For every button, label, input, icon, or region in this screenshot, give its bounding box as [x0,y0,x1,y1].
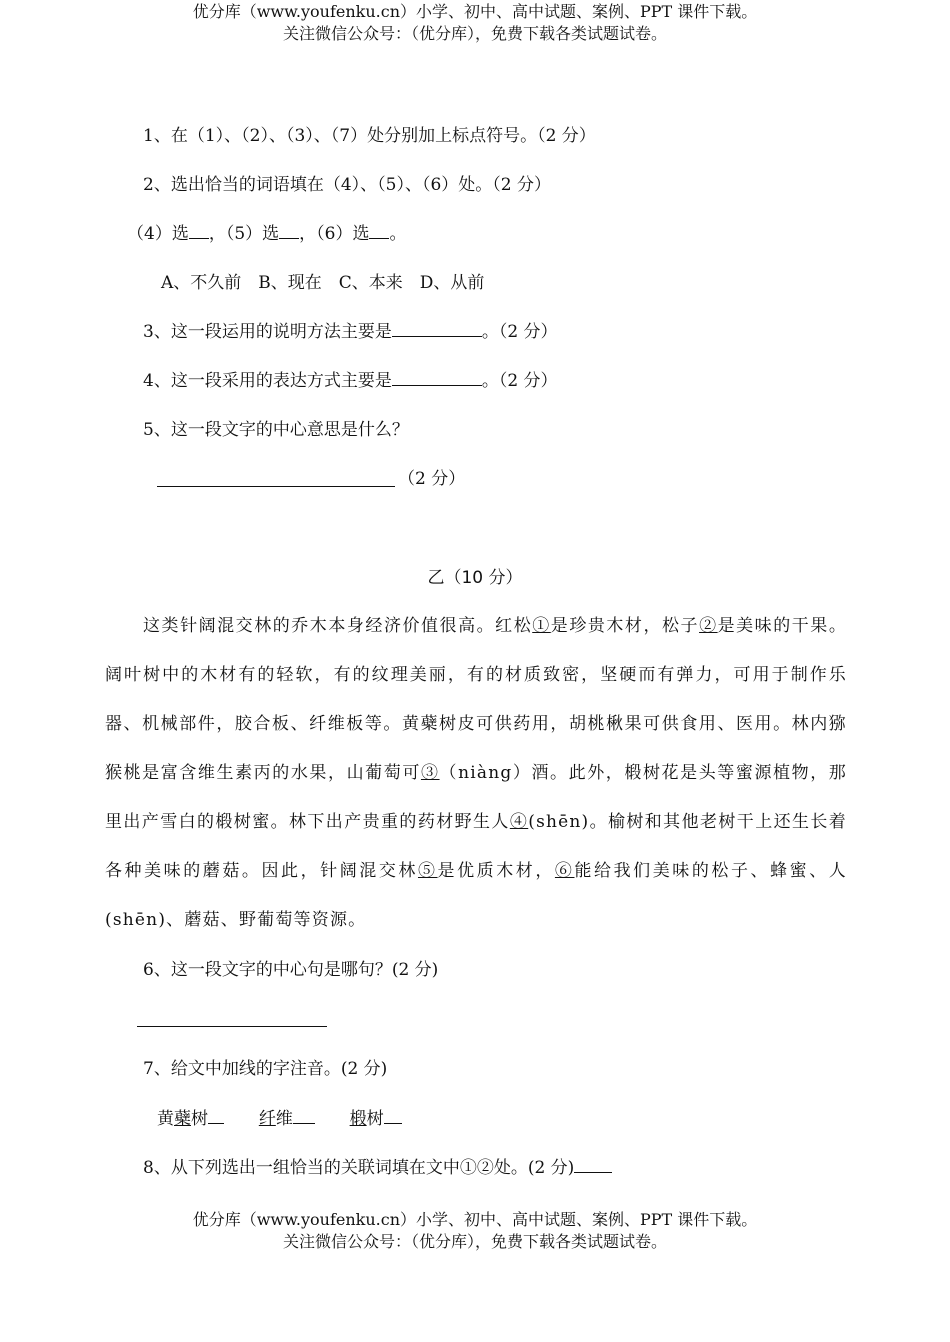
fill-4-blank[interactable] [189,222,209,239]
question-7-items [157,1107,402,1131]
marker-5: ⑤ [417,861,438,881]
question-7: 7、给文中加线的字注音。(2 分) [143,1059,388,1079]
section-title: 乙（10 分） [427,568,523,588]
question-3-text: 3、这一段运用的说明方法主要是 [143,322,392,342]
marker-4: ④ [509,812,529,832]
question-6-answer-line[interactable] [137,1026,327,1027]
question-1: 1、在（1）、（2）、（3）、（7）处分别加上标点符号。（2 分） [143,126,596,146]
q7-item-2-post: 维 [275,1109,293,1129]
passage-segment: 是优质木材， [437,861,555,881]
fill-4-label: （4）选 [127,224,189,244]
q7-item-3-blank[interactable] [384,1107,402,1124]
footer-line-2: 关注微信公众号：（优分库），免费下载各类试题试卷。 [282,1232,667,1251]
question-8-blank[interactable] [574,1156,612,1173]
question-3-tail: 。（2 分） [481,322,558,342]
marker-1: ① [532,616,551,636]
question-4-blank[interactable] [392,369,482,386]
fill-end: 。 [389,224,407,244]
question-8-text: 8、从下列选出一组恰当的关联词填在文中①②处。(2 分) [143,1158,575,1178]
passage-segment: 是美味的干果。阔叶树中的木材有的轻软，有的纹理美丽，有的材质致密，坚硬而有弹力，可用于制作乐器、机械部件，胶合板、纤维板等。黄蘗树皮可供药用，胡桃楸果可供食用、医用。林内猕猴桃是富含维生素丙的水果，山葡萄可 [105,616,848,783]
q7-item-1-post: 树 [191,1109,208,1129]
passage-segment: 这类针阔混交林的乔木本身经济价值很高。红松 [143,616,533,636]
question-3-blank[interactable] [392,320,482,337]
marker-2: ② [699,616,718,636]
fill-6-label: ，（6）选 [299,224,370,244]
q7-item-3-underlined: 椴 [349,1109,367,1129]
passage-segment: (shēn)。榆树和其他老树干上还生长着各种美味的蘑菇。因此，针阔混交林 [105,812,847,881]
question-4-tail: 。（2 分） [481,371,558,391]
q7-item-3 [350,1109,384,1129]
passage-segment: 是珍贵木材，松子 [550,616,700,636]
header-line-2: 关注微信公众号：（优分库），免费下载各类试题试卷。 [282,24,667,43]
question-2-fill [127,222,406,246]
question-5-tail: （2 分） [398,469,466,489]
footer-line-1: 优分库（www.youfenku.cn）小学、初中、高中试题、案例、PPT 课件下载。 [192,1210,758,1229]
passage-segment: （niàng）酒。此外，椴树花是头等蜜源植物，那里出产雪白的椴树蜜。林下出产贵重的药材野生人 [105,763,848,832]
passage [105,602,847,945]
question-5: 5、这一段文字的中心意思是什么？ [143,420,409,440]
question-4 [143,369,558,393]
question-2-options: A、不久前 B、现在 C、本来 D、从前 [161,273,485,293]
marker-6: ⑥ [554,861,575,881]
q7-item-1-pre: 黄 [157,1109,174,1129]
q7-item-3-post: 树 [366,1109,384,1129]
header-line-1: 优分库（www.youfenku.cn）小学、初中、高中试题、案例、PPT 课件下载。 [192,2,758,21]
question-5-answer-line[interactable] [157,486,395,487]
q7-item-1-underlined: 蘗 [174,1109,191,1129]
q7-item-1-blank[interactable] [208,1107,224,1124]
passage-segment: 能给我们美味的松子、蜂蜜、人(shēn)、蘑菇、野葡萄等资源。 [105,861,847,930]
fill-5-label: ，（5）选 [208,224,280,244]
question-3 [143,320,558,344]
q7-item-2-blank[interactable] [293,1107,315,1124]
q7-item-2 [259,1109,293,1129]
question-6: 6、这一段文字的中心句是哪句？(2 分) [143,960,439,980]
q7-item-1 [157,1109,208,1129]
question-4-text: 4、这一段采用的表达方式主要是 [143,371,392,391]
fill-6-blank[interactable] [369,222,389,239]
question-2: 2、选出恰当的词语填在（4）、（5）、（6）处。（2 分） [143,175,551,195]
fill-5-blank[interactable] [279,222,299,239]
marker-3: ③ [420,763,440,783]
question-8 [143,1156,612,1180]
q7-item-2-underlined: 纤 [258,1109,276,1129]
